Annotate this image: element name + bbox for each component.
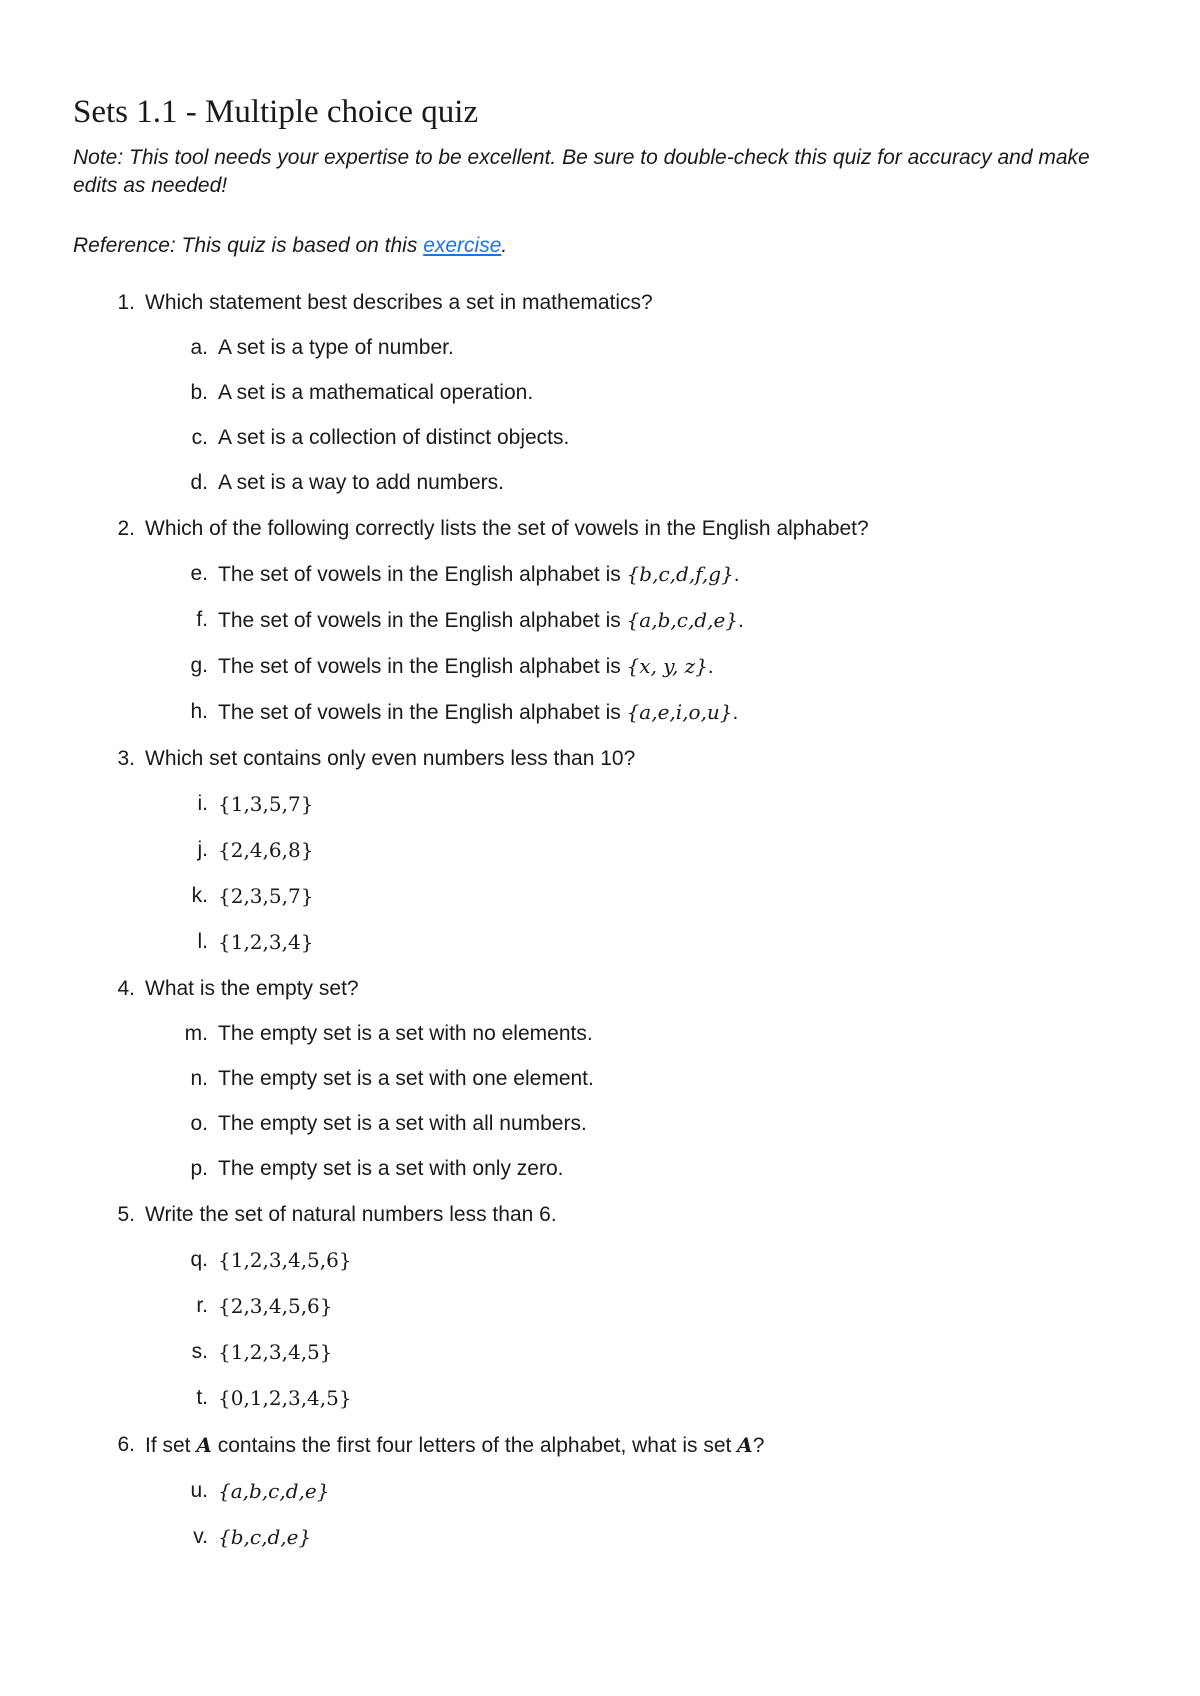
option-letter: h. [190,700,208,723]
option-letter: c. [191,426,208,449]
option-letter: o. [190,1112,208,1135]
option-body [218,835,313,866]
answer-option[interactable] [73,1291,1133,1322]
reference-prefix: Reference: This quiz is based on this [73,234,424,257]
option-text: The set of vowels in the English alphabet is [218,609,627,632]
option-body [218,378,533,408]
option-body [218,1383,352,1414]
math-variable: A [737,1433,753,1457]
question-text: Which of the following correctly lists the set of vowels in the English alphabet? [145,517,869,540]
option-math: {1,2,3,4,5,6} [218,1248,352,1272]
option-letter: b. [190,381,208,404]
option-letter: m. [184,1022,208,1045]
note-text: Note: This tool needs your expertise to be excellent. Be sure to double-check this quiz for accuracy and make edits as needed! [73,146,1090,197]
math-variable: A [196,1433,212,1457]
option-letter: j. [197,838,208,861]
answer-option[interactable] [73,1337,1133,1368]
option-tail: . [738,609,744,632]
option-math: {1,2,3,4,5} [218,1340,333,1364]
question-text-part: ? [752,1434,765,1457]
option-math: {0,1,2,3,4,5} [218,1386,352,1410]
option-letter: a. [190,336,208,359]
answer-option[interactable] [73,1154,1133,1184]
option-body [218,1154,563,1184]
option-math: {2,3,5,7} [218,884,314,908]
question-text: Which statement best describes a set in mathematics? [145,291,653,314]
question-4 [73,974,1133,1184]
question-text: What is the empty set? [145,977,359,1000]
option-math: {1,3,5,7} [218,792,314,816]
option-letter: q. [190,1248,208,1271]
answer-option[interactable] [73,423,1133,453]
option-text: A set is a collection of distinct objects. [218,426,570,449]
option-letter: e. [190,562,208,585]
question-1 [73,288,1133,498]
question-number: 3. [117,747,135,770]
option-text: A set is a mathematical operation. [218,381,534,404]
answer-option[interactable] [73,1476,1133,1507]
question-row [73,1200,1133,1230]
answer-options [73,333,1133,498]
option-letter: u. [190,1479,208,1502]
option-math: {x, y, z} [626,654,708,678]
answer-option[interactable] [73,1064,1133,1094]
option-body [218,1337,333,1368]
question-number: 4. [117,977,135,1000]
option-tail: . [732,701,739,724]
answer-option[interactable] [73,927,1133,958]
answer-option[interactable] [73,1383,1133,1414]
option-tail: . [733,563,740,586]
option-math: {a,b,c,d,e} [218,1479,330,1503]
option-math: {a,e,i,o,u} [626,700,733,724]
option-body [218,1522,311,1553]
question-row [73,514,1133,544]
exercise-link[interactable]: exercise [423,234,502,257]
question-5 [73,1200,1133,1414]
question-row [73,744,1133,774]
option-letter: k. [191,884,208,907]
answer-options [73,1476,1133,1553]
option-math: {2,4,6,8} [218,838,314,862]
question-number: 6. [117,1433,135,1456]
option-tail: . [707,655,714,678]
option-text: A set is a way to add numbers. [218,471,504,494]
question-text: Write the set of natural numbers less than 6. [145,1203,557,1226]
answer-options [73,1019,1133,1184]
option-body [218,423,569,453]
option-letter: t. [196,1386,208,1409]
option-body [218,333,454,363]
option-body [218,697,738,728]
option-math: {1,2,3,4} [218,930,314,954]
option-body [218,468,504,498]
answer-option[interactable] [73,1019,1133,1049]
page-title: Sets 1.1 - Multiple choice quiz [73,94,479,130]
option-text: The empty set is a set with all numbers. [218,1112,587,1135]
answer-option[interactable] [73,1245,1133,1276]
answer-option[interactable] [73,378,1133,408]
answer-option[interactable] [73,651,1133,682]
option-body [218,881,313,912]
option-text: A set is a type of number. [218,336,454,359]
option-text: The empty set is a set with only zero. [218,1157,564,1180]
question-row [73,974,1133,1004]
reference-line [73,232,1133,260]
question-number: 5. [117,1203,135,1226]
answer-options [73,789,1133,958]
option-body [218,1476,329,1507]
option-body [218,1291,333,1322]
answer-option[interactable] [73,559,1133,590]
question-2 [73,514,1133,728]
option-math: {2,3,4,5,6} [218,1294,333,1318]
answer-option[interactable] [73,789,1133,820]
question-text [145,1430,764,1461]
question-number: 1. [117,291,135,314]
answer-option[interactable] [73,468,1133,498]
option-text: The set of vowels in the English alphabet is [218,701,627,724]
answer-option[interactable] [73,333,1133,363]
answer-option[interactable] [73,1522,1133,1553]
option-text: The set of vowels in the English alphabet is [218,563,627,586]
option-body [218,927,313,958]
option-letter: s. [191,1340,208,1363]
quiz-page [73,92,1133,1569]
option-body [218,1019,593,1049]
reference-suffix: . [501,234,508,257]
question-3 [73,744,1133,958]
answer-option[interactable] [73,881,1133,912]
answer-options [73,559,1133,728]
option-math: {a,b,c,d,e} [626,608,739,632]
option-letter: i. [197,792,208,815]
answer-option[interactable] [73,1109,1133,1139]
option-letter: r. [196,1294,208,1317]
option-math: {b,c,d,e} [218,1525,312,1549]
option-letter: g. [190,654,208,677]
question-number: 2. [117,517,135,540]
option-letter: d. [190,471,208,494]
option-letter: p. [190,1157,208,1180]
option-text: The empty set is a set with no elements. [218,1022,593,1045]
question-row [73,288,1133,318]
question-row [73,1430,1133,1461]
option-letter: v. [193,1525,208,1548]
answer-options [73,1245,1133,1414]
question-6 [73,1430,1133,1553]
option-body [218,1064,594,1094]
option-body [218,651,714,682]
question-text: Which set contains only even numbers less than 10? [145,747,636,770]
answer-option[interactable] [73,697,1133,728]
option-letter: l. [197,930,208,953]
question-list [73,288,1133,1553]
question-text-part: If set [145,1434,197,1457]
option-math: {b,c,d,f,g} [626,562,734,586]
answer-option[interactable] [73,835,1133,866]
option-letter: n. [190,1067,208,1090]
option-body [218,605,744,636]
question-text-part: contains the first four letters of the alphabet, what is set [211,1434,738,1457]
option-body [218,1245,352,1276]
option-text: The empty set is a set with one element. [218,1067,594,1090]
option-body [218,1109,587,1139]
option-letter: f. [196,608,208,631]
option-body [218,559,740,590]
option-text: The set of vowels in the English alphabet is [218,655,627,678]
answer-option[interactable] [73,605,1133,636]
option-body [218,789,313,820]
